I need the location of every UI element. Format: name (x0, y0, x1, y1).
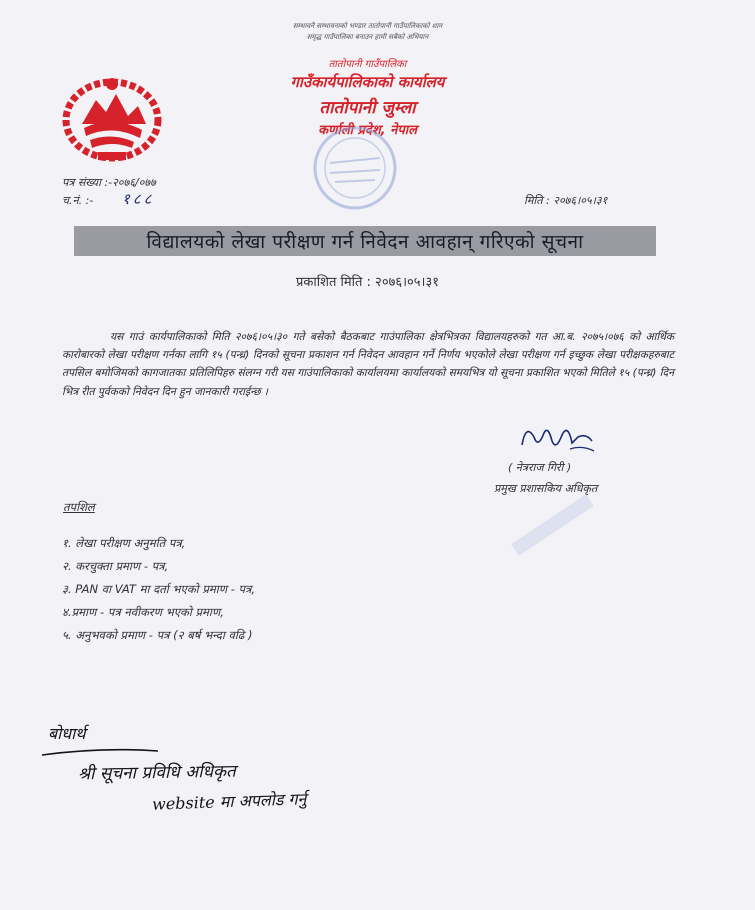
letter-number: पत्र संख्या :-२०७६/०७७ (62, 176, 156, 189)
handwritten-heading: बोधार्थ (48, 724, 86, 743)
published-date: प्रकाशित मिति : २०७६।०५।३१ (296, 275, 439, 290)
signatory-title: प्रमुख प्रशासकिय अधिकृत (494, 482, 598, 495)
handwritten-line-2: website मा अपलोड गर्नु (151, 789, 307, 814)
list-item: १. लेखा परीक्षण अनुमति पत्र, (62, 536, 186, 550)
subject-title: विद्यालयको लेखा परीक्षण गर्न निवेदन आवहान् गरिएको सूचना (146, 231, 584, 253)
handwritten-underline-icon (40, 745, 160, 759)
notice-body: यस गाउं कार्यपालिकाको मिति २०७६।०५।३० गते बसेको बैठकबाट गाउंपालिका क्षेत्रभित्रका विद्यालयहरुको गत आ.ब. २०७५।०७६ को आर्थिक कारोबारको लेखा परीक्षण गर्नका लागि १५ (पन्ध्र) दिनको सूचना प्रकाशन गर्न निवेदन आवहान गर्ने निर्णय भएकोले लेखा परीक्षण गर्न इच्छुक लेखा परीक्षकहरुबाट तपसिल बमोजिमको कागजातका प्रतिलिपिहरु संलग्न गरी यस गाउंपालिकाको कार्यालयमा कार्यालयको समयभित्र यो सूचना प्रकाशित भएको मितिले १५ (पन्ध्र) दिन भित्र रीत पुर्वकको निवेदन दिन हुन जानकारी गराईन्छ । (62, 331, 674, 398)
list-item: ३. PAN वा VAT मा दर्ता भएको प्रमाण - पत्र, (62, 582, 256, 596)
office-name: गाउँकार्यपालिकाको कार्यालय (290, 73, 445, 91)
province-name: कर्णाली प्रदेश, नेपाल (318, 123, 417, 138)
letter-date: मिति : २०७६।०५।३१ (524, 194, 608, 207)
list-item: ४.प्रमाण - पत्र नवीकरण भएको प्रमाण, (62, 605, 224, 619)
municipality-name: तातोपानी गाउँपालिका (328, 59, 407, 70)
motto-line-1: सम्भावनै सम्भावनाको भण्डार तातोपानी गाउँपालिकाको शान (292, 22, 443, 30)
list-item: ५. अनुभवको प्रमाण - पत्र (२ बर्ष भन्दा वढि ) (62, 628, 253, 642)
office-stamp-icon (300, 118, 410, 218)
signatory-name: ( नेत्रराज गिरी ) (508, 461, 572, 474)
dispatch-label: च.नं. :- (62, 194, 94, 207)
motto-line-2: समृद्ध गाउँपालिका बनाउन हामी सबैको अभियान (306, 33, 429, 41)
dispatch-number: १८८ (122, 190, 155, 208)
annex-list (62, 532, 255, 647)
government-emblem-icon (60, 72, 165, 164)
list-item: २. करचुक्ता प्रमाण - पत्र, (62, 559, 169, 573)
office-place: तातोपानी जुम्ला (319, 98, 416, 118)
faint-stamp-icon (495, 480, 615, 570)
subject-banner (74, 226, 656, 256)
handwritten-line-1: श्री सूचना प्रविधि अधिकृत (77, 761, 236, 785)
signature-icon (512, 415, 602, 465)
annex-heading: तपशिल (63, 500, 95, 514)
